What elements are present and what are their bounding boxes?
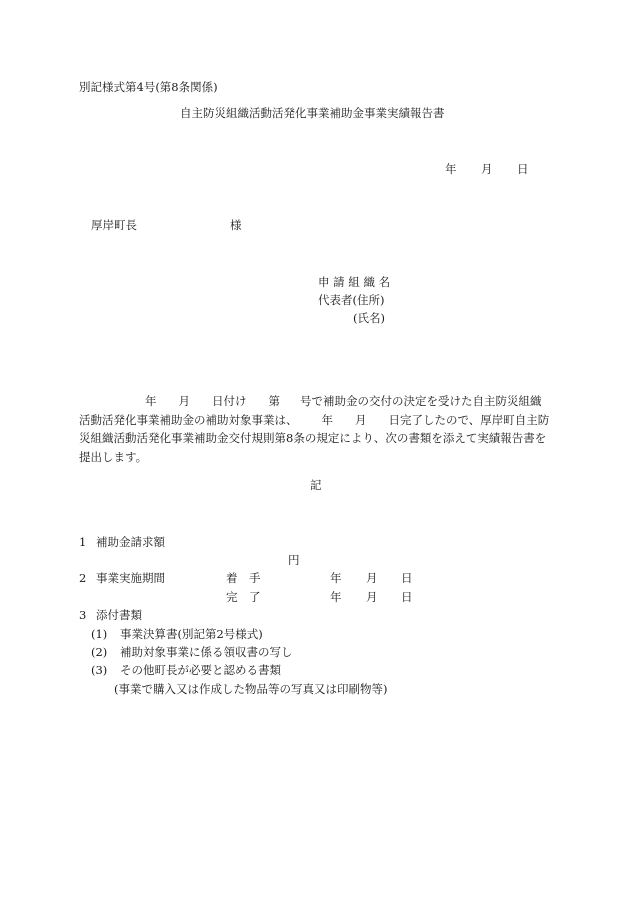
ki-heading: 記 [310, 478, 322, 492]
attached-doc-3-note: (事業で購入又は作成した物品等の写真又は印刷物等) [114, 682, 388, 696]
body-month-1: 月 [178, 394, 190, 408]
item3-label: 添付書類 [96, 608, 142, 622]
applicant-rep-label: 代表者(住所) [318, 293, 385, 307]
item3-number: 3 [79, 608, 87, 622]
item2-start-label: 着 手 [226, 571, 261, 585]
body-text-2: 日完了したので、厚岸町自主防災組織活動活発化事業補助金交付規則第8条の規定により、次の書類を添えて実績報告書を提出します。 [79, 412, 550, 464]
item2-end-year: 年 [330, 590, 342, 604]
body-month-2: 月 [355, 412, 367, 427]
item2-end-label: 完 了 [226, 590, 261, 604]
attached-doc-1-text: 事業決算書(別記第2号様式) [120, 627, 263, 641]
document-title: 自主防災組織活動活発化事業補助金事業実績報告書 [180, 106, 445, 120]
addressee-name: 厚岸町長 [91, 218, 137, 232]
item2-label: 事業実施期間 [96, 571, 165, 585]
attached-doc-2-text: 補助対象事業に係る領収書の写し [120, 645, 293, 659]
item1-unit: 円 [288, 553, 300, 567]
item2-start-month: 月 [366, 571, 378, 585]
item2-end-month: 月 [366, 590, 378, 604]
applicant-org-label: 申 請 組 織 名 [318, 275, 391, 289]
body-year-2: 年 [321, 412, 333, 427]
report-body [79, 392, 551, 466]
item2-end-day: 日 [401, 590, 413, 604]
item2-start-day: 日 [401, 571, 413, 585]
date-day: 日 [517, 162, 529, 176]
item2-start-year: 年 [330, 571, 342, 585]
applicant-name-label: (氏名) [353, 311, 385, 325]
body-year-1: 年 [145, 394, 157, 408]
body-dated: 日付け [212, 394, 247, 408]
addressee-honorific: 様 [230, 218, 242, 232]
date-month: 月 [481, 162, 493, 176]
attached-doc-3-number: (3) [91, 663, 108, 677]
attached-doc-2-number: (2) [91, 645, 108, 659]
attached-doc-1-number: (1) [91, 627, 108, 641]
attached-doc-3-text: その他町長が必要と認める書類 [120, 663, 281, 677]
body-dai: 第 [268, 394, 280, 408]
form-number: 別記様式第4号(第8条関係) [79, 80, 218, 94]
date-year: 年 [445, 162, 457, 176]
item2-number: 2 [79, 571, 87, 585]
item1-number: 1 [79, 535, 87, 549]
body-text-1: 号で補助金の交付の決定を受けた自主防災組織活動活発化事業補助金の補助対象事業は、 [79, 394, 542, 427]
item1-label: 補助金請求額 [96, 535, 165, 549]
